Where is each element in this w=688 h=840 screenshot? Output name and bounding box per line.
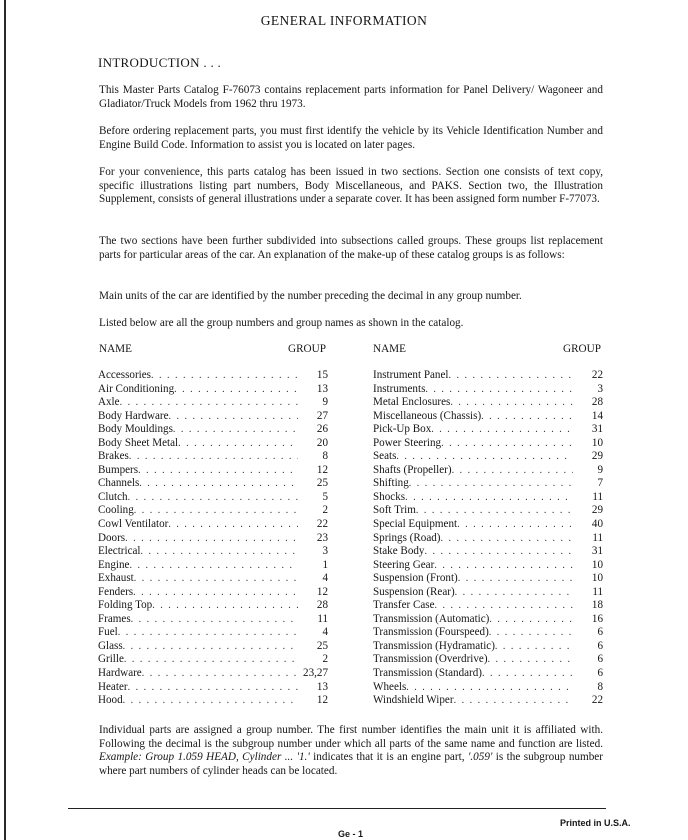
closing-text: indicates that it is an engine part,: [309, 751, 468, 764]
leader-dots: [128, 681, 298, 695]
leader-dots: [396, 450, 573, 464]
group-row: [373, 464, 603, 478]
group-row: [373, 383, 603, 397]
leader-dots: [450, 396, 573, 410]
group-row: [98, 423, 328, 437]
group-row: [373, 532, 603, 546]
group-row: [98, 640, 328, 654]
group-name: Shafts (Propeller): [373, 463, 452, 476]
group-row: [373, 423, 603, 437]
group-row: [98, 667, 328, 681]
group-number: 2: [322, 653, 328, 666]
group-row: [373, 437, 603, 451]
group-name: Shifting: [373, 477, 409, 490]
group-name: Bumpers: [98, 463, 139, 476]
group-name: Grille: [98, 653, 124, 666]
leader-dots: [454, 694, 573, 708]
leader-dots: [138, 464, 298, 478]
group-number: 11: [592, 585, 603, 598]
group-number: 29: [591, 450, 603, 463]
group-name: Transmission (Automatic): [373, 612, 490, 625]
footer-divider: [68, 808, 606, 809]
closing-example: '.059': [467, 751, 493, 764]
section-heading: INTRODUCTION . . .: [98, 55, 222, 70]
group-row: [98, 437, 328, 451]
group-name: Transmission (Standard): [373, 667, 482, 680]
group-row: [373, 450, 603, 464]
group-number: 10: [591, 572, 603, 585]
group-name: Transmission (Fourspeed): [373, 626, 489, 639]
leader-dots: [405, 491, 573, 505]
group-row: [98, 491, 328, 505]
group-row: [98, 477, 328, 491]
closing-text: is the subgroup number where part numbers of cylinder heads can be located.: [99, 751, 603, 778]
group-row: [98, 572, 328, 586]
group-number: 14: [591, 409, 603, 422]
printed-in-label: Printed in U.S.A.: [560, 818, 631, 828]
group-name: Pick-Up Box: [373, 423, 432, 436]
leader-dots: [131, 613, 298, 627]
group-number: 26: [316, 423, 328, 436]
group-number: 6: [597, 667, 603, 680]
group-row: [373, 504, 603, 518]
group-number: 6: [597, 626, 603, 639]
group-number: 4: [322, 626, 328, 639]
group-number: 27: [316, 409, 328, 422]
group-row: [98, 613, 328, 627]
leader-dots: [142, 667, 298, 681]
group-name: Fenders: [98, 585, 134, 598]
left-group-list: [98, 369, 328, 708]
group-number: 15: [316, 369, 328, 381]
leader-dots: [141, 545, 299, 559]
leader-dots: [489, 626, 573, 640]
group-number: 8: [597, 680, 603, 693]
group-row: [98, 504, 328, 518]
group-number: 11: [317, 612, 328, 625]
group-name: Engine: [98, 558, 130, 571]
left-name-header: NAME: [99, 343, 132, 355]
group-name: Doors: [98, 531, 126, 544]
group-row: [98, 626, 328, 640]
group-row: [373, 626, 603, 640]
group-row: [98, 545, 328, 559]
leader-dots: [129, 559, 298, 573]
leader-dots: [124, 653, 298, 667]
group-number: 12: [316, 585, 328, 598]
group-name: Soft Trim: [373, 504, 416, 517]
group-name: Wheels: [373, 680, 407, 693]
leader-dots: [128, 491, 298, 505]
group-name: Shocks: [373, 490, 406, 503]
leader-dots: [120, 396, 298, 410]
group-number: 40: [591, 518, 603, 531]
group-number: 10: [591, 558, 603, 571]
leader-dots: [125, 532, 298, 546]
group-name: Seats: [373, 450, 397, 463]
group-row: [373, 369, 603, 383]
group-number: 28: [591, 396, 603, 409]
group-name: Axle: [98, 396, 120, 409]
group-number: 9: [597, 463, 603, 476]
leader-dots: [139, 477, 298, 491]
leader-dots: [406, 681, 573, 695]
group-number: 29: [591, 504, 603, 517]
group-row: [373, 518, 603, 532]
group-number: 5: [322, 490, 328, 503]
group-name: Instruments: [373, 382, 426, 395]
group-number: 2: [322, 504, 328, 517]
intro-paragraph: The two sections have been further subdivided into subsections called groups. These groups list replacement parts for particular areas of the car. An explanation of the make-up of these catalog groups is as follows:: [99, 235, 603, 261]
group-row: [373, 559, 603, 573]
leader-dots: [174, 383, 298, 397]
leader-dots: [457, 518, 573, 532]
group-name: Heater: [98, 680, 128, 693]
group-number: 13: [316, 382, 328, 395]
group-name: Suspension (Front): [373, 572, 458, 585]
group-name: Hardware: [98, 667, 142, 680]
leader-dots: [482, 667, 573, 681]
scan-edge-line: [4, 0, 6, 840]
group-row: [98, 586, 328, 600]
group-name: Stake Body: [373, 545, 425, 558]
group-name: Air Conditioning: [98, 382, 175, 395]
group-number: 20: [316, 436, 328, 449]
group-number: 31: [591, 545, 603, 558]
group-number: 16: [591, 612, 603, 625]
group-name: Miscellaneous (Chassis): [373, 409, 482, 422]
leader-dots: [489, 613, 573, 627]
group-row: [373, 599, 603, 613]
group-number: 22: [591, 694, 603, 707]
leader-dots: [431, 423, 573, 437]
leader-dots: [481, 410, 573, 424]
group-row: [98, 532, 328, 546]
leader-dots: [409, 477, 573, 491]
group-name: Instrument Panel: [373, 369, 449, 381]
leader-dots: [425, 383, 573, 397]
group-number: 31: [591, 423, 603, 436]
group-number: 3: [322, 545, 328, 558]
group-row: [98, 599, 328, 613]
leader-dots: [488, 653, 573, 667]
intro-paragraph: This Master Parts Catalog F-76073 contains replacement parts information for Panel Delivery/ Wagoneer and Gladiator/Truck Models from 1962 thru 1973.: [99, 84, 603, 110]
group-row: [98, 653, 328, 667]
group-row: [373, 613, 603, 627]
closing-paragraph: [99, 724, 603, 779]
group-name: Cooling: [98, 504, 134, 517]
group-name: Cowl Ventilator: [98, 518, 169, 531]
group-name: Steering Gear: [373, 558, 435, 571]
leader-dots: [151, 369, 298, 383]
group-number: 25: [316, 477, 328, 490]
group-name: Metal Enclosures: [373, 396, 451, 409]
group-number: 23,27: [303, 667, 328, 680]
group-number: 3: [597, 382, 603, 395]
leader-dots: [495, 640, 573, 654]
group-row: [373, 410, 603, 424]
closing-example: Example: Group 1.059 HEAD, Cylinder ... '1.': [99, 751, 310, 764]
group-number: 18: [591, 599, 603, 612]
leader-dots: [416, 504, 573, 518]
group-row: [373, 681, 603, 695]
intro-paragraph: For your convenience, this parts catalog has been issued in two sections. Section one consists of text copy, specific illustrations listing part numbers, Body Miscellaneous, and PAKS. Section two, the Illustration Supplement, consists of general illustrations under a separate cover. It has been assigned form number F-77073.: [99, 166, 603, 206]
group-name: Accessories: [98, 369, 151, 381]
group-number: 10: [591, 436, 603, 449]
group-name: Frames: [98, 612, 131, 625]
group-number: 11: [592, 531, 603, 544]
right-group-list: [373, 369, 603, 708]
group-row: [373, 396, 603, 410]
leader-dots: [134, 504, 298, 518]
left-group-header: GROUP: [288, 343, 326, 355]
group-row: [373, 477, 603, 491]
intro-paragraph: Listed below are all the group numbers and group names as shown in the catalog.: [99, 317, 464, 329]
group-row: [98, 464, 328, 478]
group-name: Brakes: [98, 450, 129, 463]
intro-paragraph: Before ordering replacement parts, you must first identify the vehicle by its Vehicle Identification Number and Engine Build Code. Information to assist you is located on later pages.: [99, 125, 603, 151]
closing-text: Individual parts are assigned a group number. The first number identifies the main unit it is affiliated with. Following the decimal is the subgroup number under which all parts of the same name and function are listed.: [99, 724, 603, 750]
intro-paragraph: Main units of the car are identified by the number preceding the decimal in any group number.: [99, 290, 522, 302]
right-name-header: NAME: [373, 343, 406, 355]
leader-dots: [434, 559, 573, 573]
group-row: [373, 572, 603, 586]
group-name: Suspension (Rear): [373, 585, 455, 598]
leader-dots: [134, 572, 298, 586]
group-row: [98, 450, 328, 464]
group-row: [373, 640, 603, 654]
leader-dots: [455, 586, 573, 600]
leader-dots: [123, 640, 298, 654]
group-row: [98, 518, 328, 532]
group-row: [373, 545, 603, 559]
group-number: 25: [316, 639, 328, 652]
group-number: 13: [316, 680, 328, 693]
leader-dots: [452, 464, 573, 478]
group-name: Hood: [98, 694, 123, 707]
group-name: Transfer Case: [373, 599, 435, 612]
right-group-header: GROUP: [563, 343, 601, 355]
leader-dots: [441, 437, 573, 451]
leader-dots: [448, 369, 573, 383]
group-number: 22: [591, 369, 603, 381]
group-number: 28: [316, 599, 328, 612]
group-row: [373, 667, 603, 681]
leader-dots: [435, 599, 573, 613]
group-row: [98, 681, 328, 695]
group-number: 6: [597, 639, 603, 652]
group-name: Folding Top: [98, 599, 153, 612]
group-number: 12: [316, 694, 328, 707]
group-row: [98, 559, 328, 573]
leader-dots: [440, 532, 573, 546]
group-row: [373, 586, 603, 600]
group-number: 11: [592, 490, 603, 503]
group-row: [373, 653, 603, 667]
leader-dots: [173, 423, 298, 437]
leader-dots: [118, 626, 298, 640]
page-number: Ge - 1: [338, 829, 364, 839]
group-number: 1: [322, 558, 328, 571]
group-number: 9: [322, 396, 328, 409]
group-name: Power Steering: [373, 436, 442, 449]
group-name: Exhaust: [98, 572, 134, 585]
group-name: Glass: [98, 639, 123, 652]
group-name: Body Mouldings: [98, 423, 173, 436]
group-name: Clutch: [98, 490, 128, 503]
group-name: Body Sheet Metal: [98, 436, 179, 449]
group-number: 6: [597, 653, 603, 666]
group-number: 22: [316, 518, 328, 531]
group-row: [98, 383, 328, 397]
group-name: Channels: [98, 477, 140, 490]
leader-dots: [424, 545, 573, 559]
group-name: Transmission (Overdrive): [373, 653, 488, 666]
group-name: Special Equipment: [373, 518, 458, 531]
group-number: 23: [316, 531, 328, 544]
group-number: 12: [316, 463, 328, 476]
group-row: [373, 491, 603, 505]
page-title: GENERAL INFORMATION: [260, 13, 428, 28]
group-name: Fuel: [98, 626, 118, 639]
leader-dots: [123, 694, 298, 708]
group-number: 8: [322, 450, 328, 463]
leader-dots: [133, 586, 298, 600]
group-name: Body Hardware: [98, 409, 169, 422]
group-row: [98, 396, 328, 410]
leader-dots: [458, 572, 573, 586]
leader-dots: [152, 599, 298, 613]
group-name: Windshield Wiper: [373, 694, 454, 707]
leader-dots: [129, 450, 298, 464]
leader-dots: [168, 518, 298, 532]
group-row: [98, 694, 328, 708]
leader-dots: [178, 437, 298, 451]
group-name: Electrical: [98, 545, 141, 558]
group-row: [98, 369, 328, 383]
leader-dots: [169, 410, 298, 424]
group-row: [373, 694, 603, 708]
group-name: Transmission (Hydramatic): [373, 639, 495, 652]
group-number: 7: [597, 477, 603, 490]
group-number: 4: [322, 572, 328, 585]
group-row: [98, 410, 328, 424]
group-name: Springs (Road): [373, 531, 441, 544]
